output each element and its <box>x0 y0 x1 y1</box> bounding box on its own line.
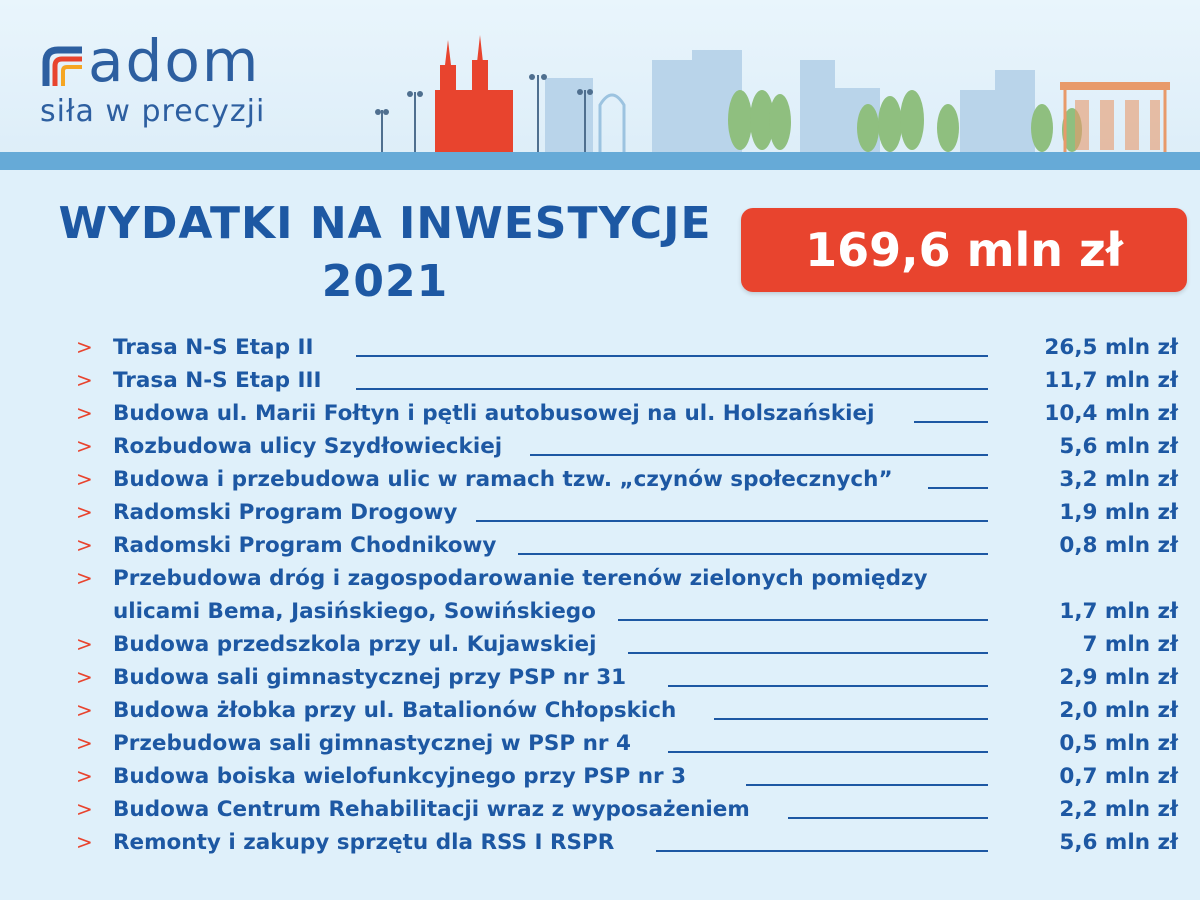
chevron-right-icon: > <box>76 335 93 359</box>
title-line-1: WYDATKI NA INWESTYCJE <box>58 198 712 249</box>
radom-logo <box>40 27 266 129</box>
leader-line <box>914 397 988 430</box>
item-label: Trasa N-S Etap II <box>113 335 314 360</box>
list-item <box>0 331 1200 364</box>
list-item <box>0 397 1200 430</box>
leader-line <box>788 793 988 826</box>
leader-line <box>476 496 988 529</box>
item-value: 0,8 mln zł <box>1059 533 1178 558</box>
leader-line <box>714 694 988 727</box>
item-value: 2,0 mln zł <box>1059 698 1178 723</box>
item-label: Budowa Centrum Rehabilitacji wraz z wyposażeniem <box>113 797 750 822</box>
chevron-right-icon: > <box>76 533 93 557</box>
leader-line <box>356 331 988 364</box>
item-label: Radomski Program Chodnikowy <box>113 533 497 558</box>
leader-line <box>356 364 988 397</box>
chevron-right-icon: > <box>76 764 93 788</box>
list-item <box>0 463 1200 496</box>
item-label: Trasa N-S Etap III <box>113 368 322 393</box>
list-item <box>0 793 1200 826</box>
list-item <box>0 727 1200 760</box>
leader-line <box>530 430 988 463</box>
list-item <box>0 529 1200 562</box>
list-item <box>0 364 1200 397</box>
logo-tagline: siła w precyzji <box>40 94 266 129</box>
item-value: 10,4 mln zł <box>1044 401 1178 426</box>
chevron-right-icon: > <box>76 698 93 722</box>
leader-line <box>668 661 988 694</box>
chevron-right-icon: > <box>76 368 93 392</box>
item-label: Radomski Program Drogowy <box>113 500 458 525</box>
chevron-right-icon: > <box>76 467 93 491</box>
item-value: 1,7 mln zł <box>1059 599 1178 624</box>
item-value: 5,6 mln zł <box>1059 830 1178 855</box>
list-item <box>0 694 1200 727</box>
item-label: Rozbudowa ulicy Szydłowieckiej <box>113 434 503 459</box>
item-value: 5,6 mln zł <box>1059 434 1178 459</box>
item-value: 0,5 mln zł <box>1059 731 1178 756</box>
item-label: Budowa ul. Marii Fołtyn i pętli autobusowej na ul. Holszańskiej <box>113 401 875 426</box>
chevron-right-icon: > <box>76 401 93 425</box>
chevron-right-icon: > <box>76 731 93 755</box>
leader-line <box>928 463 988 496</box>
item-label: Budowa boiska wielofunkcyjnego przy PSP nr 3 <box>113 764 687 789</box>
item-label: Budowa żłobka przy ul. Batalionów Chłopskich <box>113 698 677 723</box>
leader-line <box>518 529 988 562</box>
leader-line <box>618 595 988 628</box>
title-line-2: 2021 <box>321 256 449 307</box>
item-label: Przebudowa sali gimnastycznej w PSP nr 4 <box>113 731 631 756</box>
page-title <box>40 195 730 311</box>
item-value: 11,7 mln zł <box>1044 368 1178 393</box>
chevron-right-icon: > <box>76 566 93 590</box>
chevron-right-icon: > <box>76 797 93 821</box>
item-label: Budowa przedszkola przy ul. Kujawskiej <box>113 632 597 657</box>
item-value: 2,9 mln zł <box>1059 665 1178 690</box>
city-skyline-illustration <box>360 20 1200 155</box>
list-item <box>0 496 1200 529</box>
logo-word-text: adom <box>88 27 261 95</box>
list-item <box>0 430 1200 463</box>
item-label-continued: ulicami Bema, Jasińskiego, Sowińskiego <box>113 599 596 624</box>
list-item <box>0 628 1200 661</box>
list-item <box>0 661 1200 694</box>
list-item <box>0 562 1200 628</box>
item-label: Przebudowa dróg i zagospodarowanie terenów zielonych pomiędzy <box>113 566 928 591</box>
leader-line <box>656 826 988 859</box>
item-value: 3,2 mln zł <box>1059 467 1178 492</box>
chevron-right-icon: > <box>76 830 93 854</box>
header-banner <box>0 0 1200 170</box>
item-value: 0,7 mln zł <box>1059 764 1178 789</box>
chevron-right-icon: > <box>76 665 93 689</box>
list-item <box>0 760 1200 793</box>
list-item <box>0 826 1200 859</box>
item-value: 26,5 mln zł <box>1044 335 1178 360</box>
item-label: Budowa sali gimnastycznej przy PSP nr 31 <box>113 665 627 690</box>
total-amount-badge: 169,6 mln zł <box>741 208 1187 292</box>
leader-line <box>628 628 988 661</box>
chevron-right-icon: > <box>76 632 93 656</box>
logo-r-mark-icon <box>40 44 86 86</box>
item-value: 2,2 mln zł <box>1059 797 1178 822</box>
chevron-right-icon: > <box>76 434 93 458</box>
leader-line <box>668 727 988 760</box>
item-label: Remonty i zakupy sprzętu dla RSS I RSPR <box>113 830 615 855</box>
leader-line <box>746 760 988 793</box>
investment-list <box>0 331 1200 859</box>
item-value: 1,9 mln zł <box>1059 500 1178 525</box>
logo-wordmark <box>40 27 265 95</box>
item-value: 7 mln zł <box>1082 632 1178 657</box>
chevron-right-icon: > <box>76 500 93 524</box>
item-label: Budowa i przebudowa ulic w ramach tzw. „czynów społecznych” <box>113 467 893 492</box>
ground-stripe <box>0 152 1200 170</box>
